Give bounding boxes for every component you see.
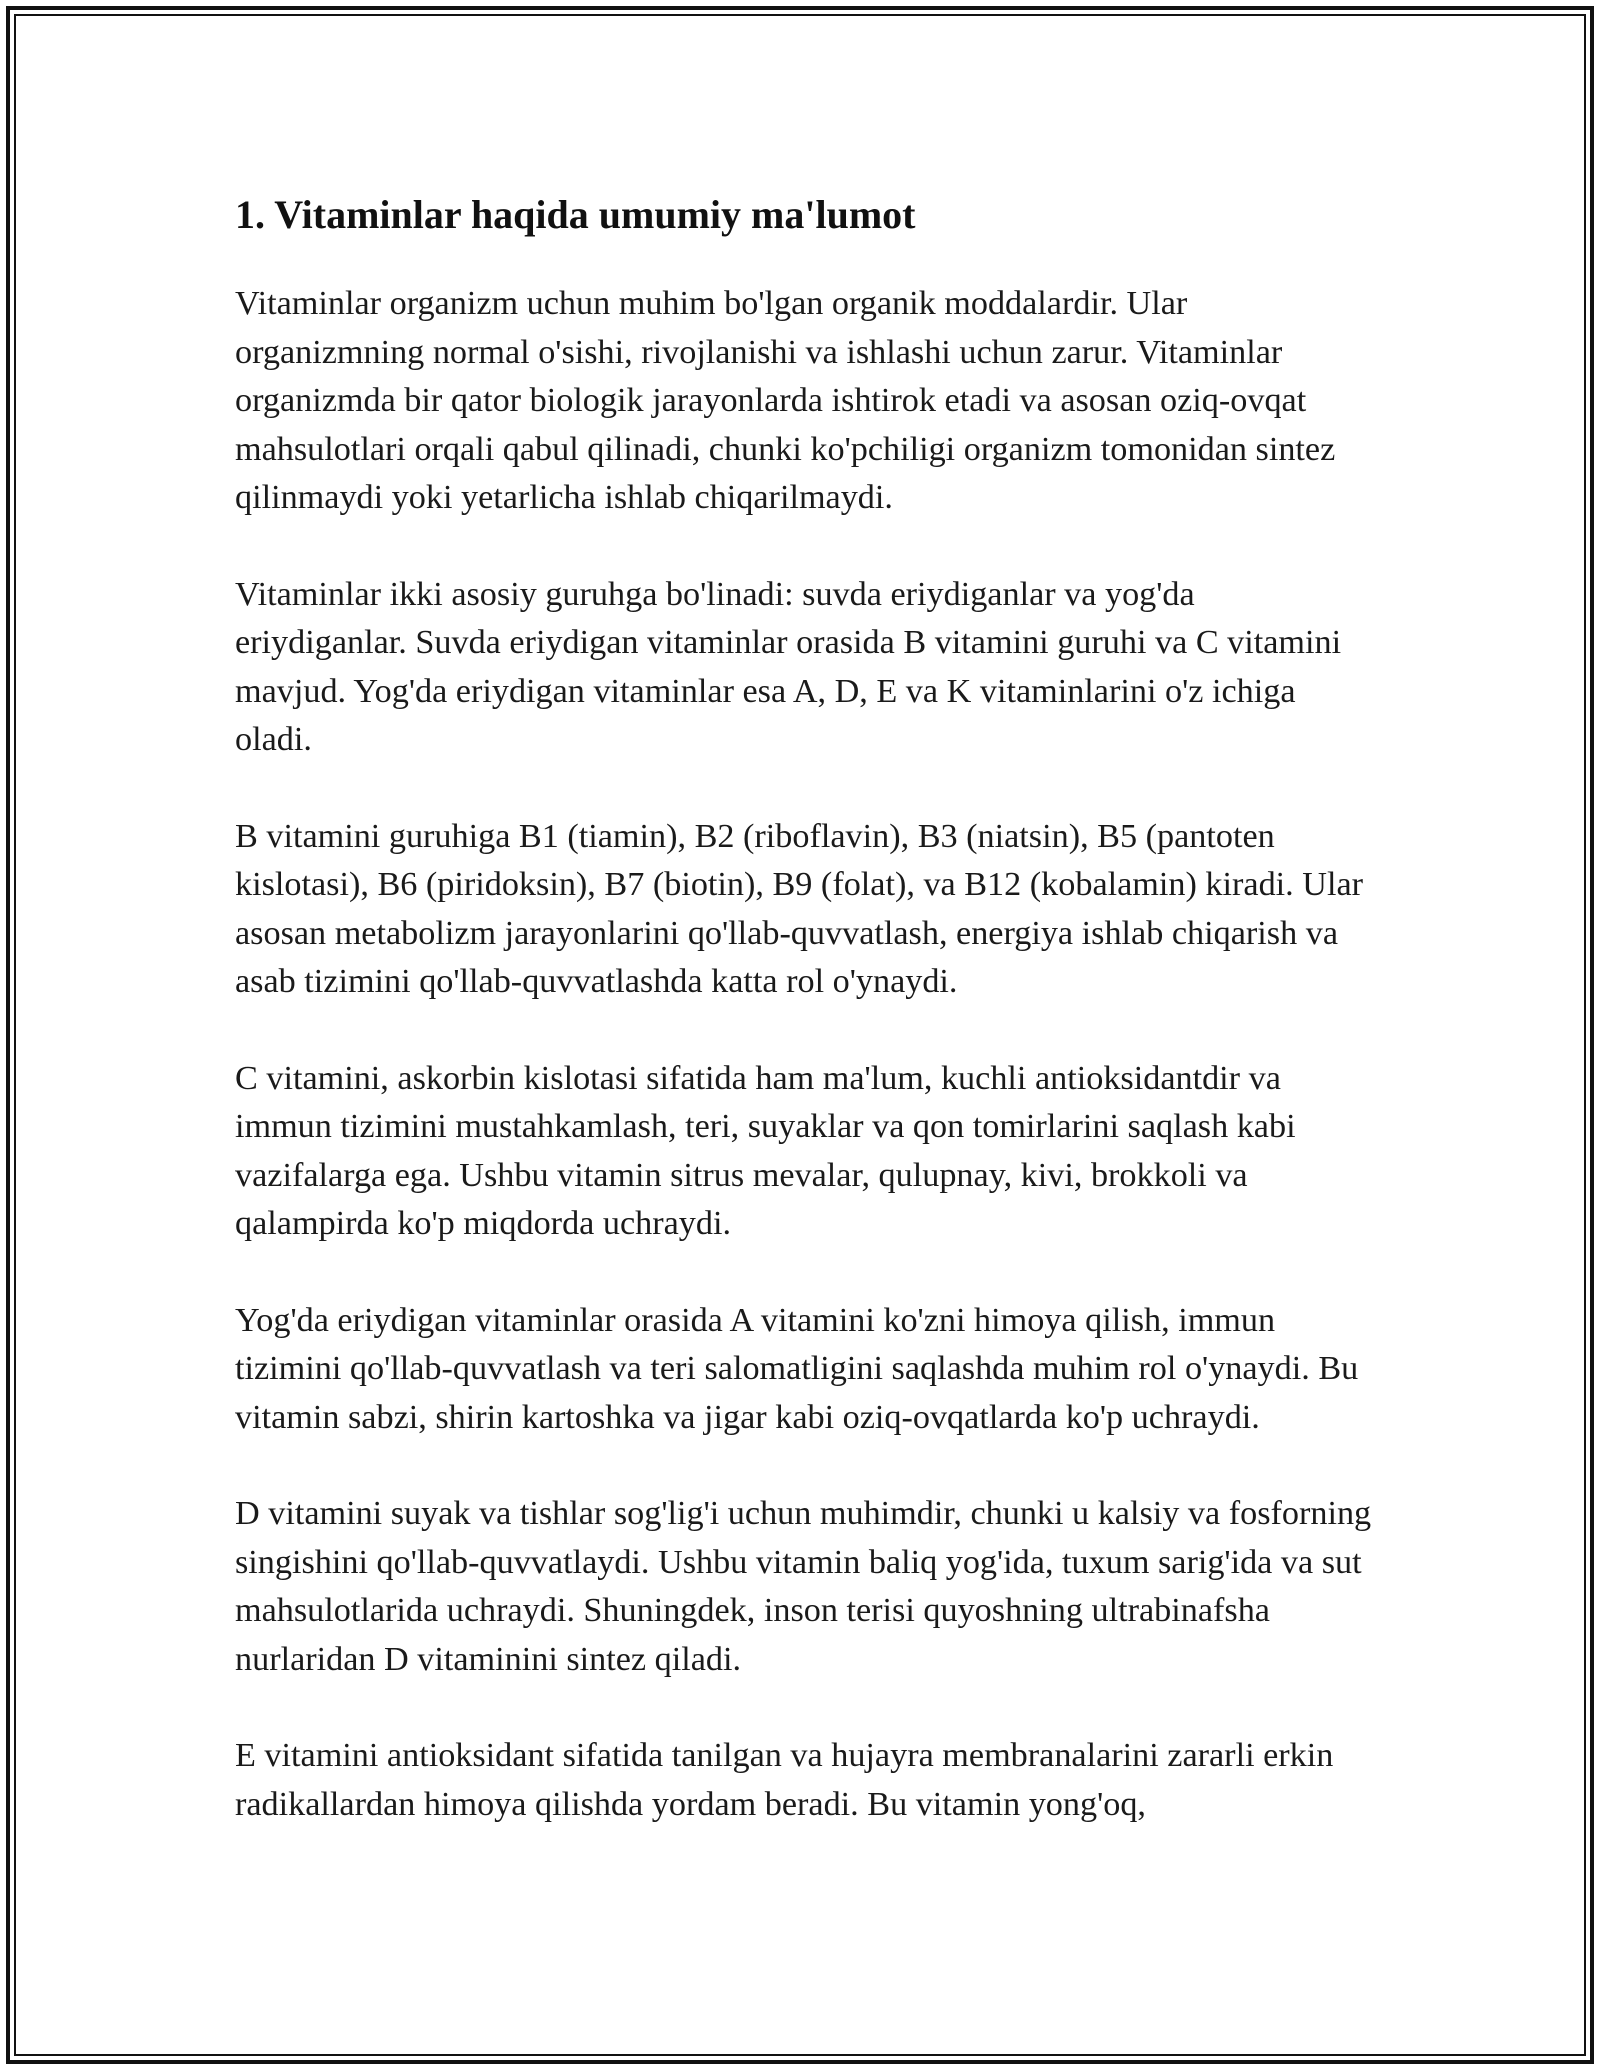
- paragraph-b-vitamins: B vitamini guruhiga B1 (tiamin), B2 (riboflavin), B3 (niatsin), B5 (pantoten kislotasi), B6 (piridoksin), B7 (biotin), B9 (folat), va B12 (kobalamin) kiradi. Ular asosan metabolizm jarayonlarini qo'llab-quvvatlash, energiya ishlab chiqarish va asab tizimini qo'llab-quvvatlashda katta rol o'ynaydi.: [235, 817, 1364, 1000]
- paragraph-groups: Vitaminlar ikki asosiy guruhga bo'linadi: suvda eriydiganlar va yog'da eriydiganlar. Suvda eriydigan vitaminlar orasida B vitamini guruhi va C vitamini mavjud. Yog'da eriydigan vitaminlar esa A, D, E va K vitaminlarini o'z ichiga oladi.: [235, 575, 1342, 758]
- document-body: [235, 180, 1375, 1877]
- paragraph-intro: Vitaminlar organizm uchun muhim bo'lgan organik moddalardir. Ular organizmning normal o'sishi, rivojlanishi va ishlashi uchun zarur. Vitaminlar organizmda bir qator biologik jarayonlarda ishtirok etadi va asosan oziq-ovqat mahsulotlari orqali qabul qilinadi, chunki ko'pchiligi organizm tomonidan sintez qilinmaydi yoki yetarlicha ishlab chiqarilmaydi.: [235, 285, 1336, 516]
- paragraph-d-vitamin: D vitamini suyak va tishlar sog'lig'i uchun muhimdir, chunki u kalsiy va fosforning singishini qo'llab-quvvatlaydi. Ushbu vitamin baliq yog'ida, tuxum sarig'ida va sut mahsulotlarida uchraydi. Shuningdek, inson terisi quyoshning ultrabinafsha nurlaridan D vitaminini sintez qiladi.: [235, 1495, 1372, 1678]
- paragraph-c-vitamin: C vitamini, askorbin kislotasi sifatida ham ma'lum, kuchli antioksidantdir va immun tizimini mustahkamlash, teri, suyaklar va qon tomirlarini saqlash kabi vazifalarga ega. Ushbu vitamin sitrus mevalar, qulupnay, kivi, brokkoli va qalampirda ko'p miqdorda uchraydi.: [235, 1059, 1296, 1242]
- paragraph-e-vitamin: E vitamini antioksidant sifatida tanilgan va hujayra membranalarini zararli erkin radikallardan himoya qilishda yordam beradi. Bu vitamin yong'oq,: [235, 1737, 1334, 1823]
- paragraph-a-vitamin: Yog'da eriydigan vitaminlar orasida A vitamini ko'zni himoya qilish, immun tizimini qo'llab-quvvatlash va teri salomatligini saqlashda muhim rol o'ynaydi. Bu vitamin sabzi, shirin kartoshka va jigar kabi oziq-ovqatlarda ko'p uchraydi.: [235, 1301, 1359, 1436]
- section-heading: 1. Vitaminlar haqida umumiy ma'lumot: [235, 192, 916, 237]
